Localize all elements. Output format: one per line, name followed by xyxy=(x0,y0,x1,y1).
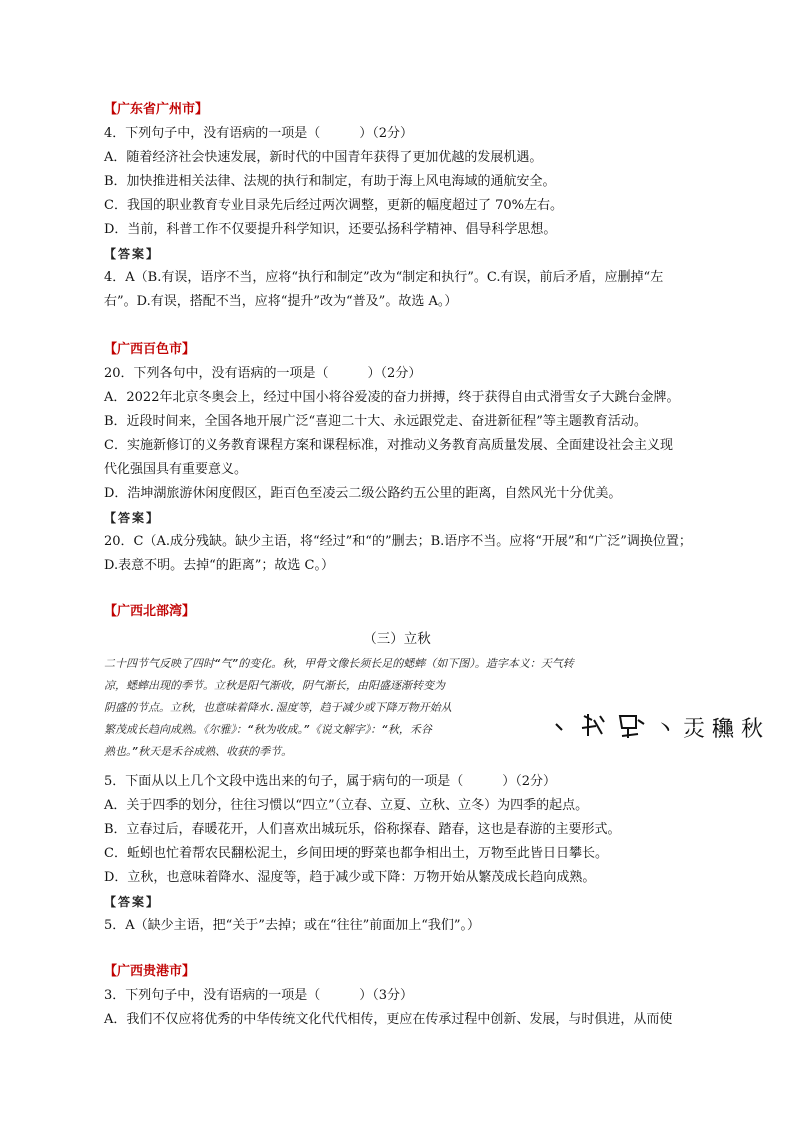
glyph-qiu: 丶 㶣 𥤚 秋 xyxy=(654,717,763,742)
section-title: （三）立秋 xyxy=(363,631,431,647)
answer-label: 【答案】 xyxy=(104,511,161,525)
option-b: B．加快推进相关法律、法规的执行和制定，有助于海上风电海域的通航安全。 xyxy=(104,174,556,189)
ancient-script-figure xyxy=(548,706,763,746)
option-a: A．我们不仅应将优秀的中华传统文化代代相传，更应在传承过程中创新、发展，与时俱进，从而使 xyxy=(104,1012,673,1027)
answer-line: 右”。D.有误，搭配不当，应将“提升”改为“普及”。故选 A。） xyxy=(104,294,458,309)
option-b: B．立春过后，春暖花开，人们喜欢出城玩乐，俗称探春、踏春，这也是春游的主要形式。 xyxy=(104,822,621,837)
option-d: D．浩坤湖旅游休闲度假区，距百色至凌云二级公路约五公里的距离，自然风光十分优美。 xyxy=(104,486,622,501)
question-stem: 3．下列句子中，没有语病的一项是（ ）（3分） xyxy=(104,988,414,1003)
region-heading: 【广西北部湾】 xyxy=(104,604,196,619)
answer-label: 【答案】 xyxy=(104,895,161,909)
passage-line: 熟也。”秋天是禾谷成熟、收获的季节。 xyxy=(104,745,293,758)
ancient-script-glyphs xyxy=(548,706,763,746)
passage-line: 二十四节气反映了四时“气”的变化。秋，甲骨文像长须长足的蟋蟀（如下图）。造字本义：天气转 xyxy=(104,657,574,670)
answer-line: 4．A（B.有误，语序不当，应将“执行和制定”改为“制定和执行”。C.有误，前后矛盾，应删掉“左 xyxy=(104,270,664,285)
option-c: C．实施新修订的义务教育课程方案和课程标准，对推动义务教育高质量发展、全面建设社会主义现 xyxy=(104,438,673,453)
option-a: A．随着经济社会快速发展，新时代的中国青年获得了更加优越的发展机遇。 xyxy=(104,150,543,165)
option-d: D．当前，科普工作不仅要提升科学知识，还要弘扬科学精神、倡导科学思想。 xyxy=(104,222,557,237)
option-a: A．关于四季的划分，往往习惯以“四立”（立春、立夏、立秋、立冬）为四季的起点。 xyxy=(104,798,589,813)
answer-line: 20．C（A.成分残缺。缺少主语，将“经过”和“的”删去；B.语序不当。应将“开展”和“广泛”调换位置； xyxy=(104,534,692,549)
question-stem: 20．下列各句中，没有语病的一项是（ ）（2分） xyxy=(104,366,422,381)
option-c: C．我国的职业教育专业目录先后经过两次调整，更新的幅度超过了 70%左右。 xyxy=(104,198,563,213)
option-c: C．蚯蚓也忙着帮农民翻松泥土，乡间田埂的野菜也都争相出土，万物至此皆日日攀长。 xyxy=(104,846,608,861)
option-a: A．2022年北京冬奥会上，经过中国小将谷爱凌的奋力拼搏，终于获得自由式滑雪女子大跳台金牌。 xyxy=(104,390,680,405)
question-stem: 4．下列句子中，没有语病的一项是（ ）（2分） xyxy=(104,126,414,141)
passage-line: 阴盛的节点。立秋，也意味着降水.湿度等，趋于减少或下降万物开始从 xyxy=(104,701,452,714)
region-heading: 【广西百色市】 xyxy=(104,342,196,357)
answer-line: 5．A（缺少主语，把“关于”去掉；或在“往往”前面加上“我们”。） xyxy=(104,918,481,933)
answer-line: D.表意不明。去掉“的距离”；故选 C。） xyxy=(104,558,334,573)
region-heading: 【广西贵港市】 xyxy=(104,964,196,979)
option-b: B．近段时间来，全国各地开展广泛“喜迎二十大、永远跟党走、奋进新征程”等主题教育活动。 xyxy=(104,414,647,429)
option-c-continued: 代化强国具有重要意义。 xyxy=(104,462,248,477)
option-d: D．立秋，也意味着降水、湿度等，趋于减少或下降：万物开始从繁茂成长趋向成熟。 xyxy=(104,870,596,885)
passage-line: 凉，蟋蟀出现的季节。立秋是阳气渐收，阴气渐长，由阳盛逐渐转变为 xyxy=(104,679,445,692)
region-heading: 【广东省广州市】 xyxy=(104,102,209,117)
question-stem: 5．下面从以上几个文段中选出来的句子，属于病句的一项是（ ）（2分） xyxy=(104,774,557,789)
answer-label: 【答案】 xyxy=(104,247,161,261)
passage-line: 繁茂成长趋向成熟。《尔雅》：“秋为收成。”《说文解字》：“秋，禾谷 xyxy=(104,723,432,736)
